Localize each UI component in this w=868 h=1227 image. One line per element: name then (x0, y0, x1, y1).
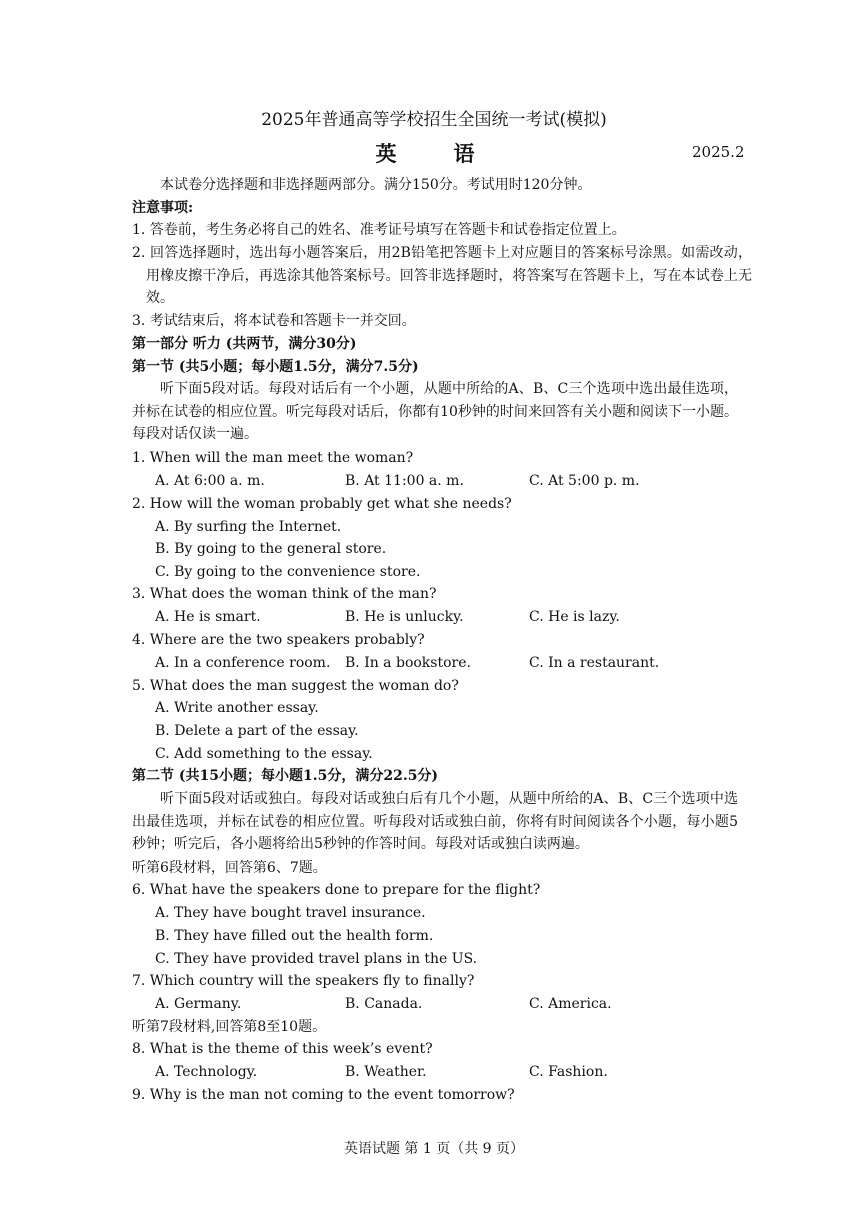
note-item-1: 1. 答卷前，考生务必将自己的姓名、准考证号填写在答题卡和试卷指定位置上。 (132, 222, 626, 238)
question-8-stem: 8. What is the theme of this week’s event? (132, 1041, 433, 1057)
notes-heading: 注意事项: (132, 200, 194, 216)
material-7-label: 听第7段材料,回答第8至10题。 (132, 1019, 327, 1035)
question-7-option-a: A. Germany. (155, 996, 242, 1012)
question-7-stem: 7. Which country will the speakers fly to finally? (132, 973, 475, 989)
part1-heading: 第一部分 听力 (共两节，满分30分) (132, 336, 357, 352)
page-footer: 英语试题 第 1 页（共 9 页） (343, 1141, 525, 1157)
section1-heading: 第一节 (共5小题；每小题1.5分，满分7.5分) (132, 359, 419, 375)
question-3-option-a: A. He is smart. (155, 609, 261, 625)
exam-date: 2025.2 (692, 143, 745, 161)
question-7-option-c: C. America. (529, 996, 612, 1012)
question-8-option-b: B. Weather. (345, 1064, 427, 1080)
question-3-option-c: C. He is lazy. (529, 609, 620, 625)
section2-heading: 第二节 (共15小题；每小题1.5分，满分22.5分) (132, 768, 439, 784)
question-6-option-a: A. They have bought travel insurance. (155, 905, 426, 921)
question-5-option-a: A. Write another essay. (155, 700, 319, 716)
question-1-option-a: A. At 6:00 a. m. (155, 473, 265, 489)
question-2-option-b: B. By going to the general store. (155, 541, 387, 557)
question-2-option-c: C. By going to the convenience store. (155, 564, 421, 580)
question-7-option-b: B. Canada. (345, 996, 423, 1012)
question-5-stem: 5. What does the man suggest the woman do? (132, 678, 459, 694)
question-2-option-a: A. By surfing the Internet. (155, 519, 342, 535)
material-6-label: 听第6段材料，回答第6、7题。 (132, 860, 327, 876)
section1-instructions: 听下面5段对话。每段对话后有一个小题，从题中所给的A、B、C三个选项中选出最佳选项，并标在试卷的相应位置。听完每段对话后，你都有10秒钟的时间来回答有关小题和阅读下一小题。每段对话仅读一遍。 (132, 381, 738, 442)
section2-instructions: 听下面5段对话或独白。每段对话或独白后有几个小题，从题中所给的A、B、C三个选项中选出最佳选项，并标在试卷的相应位置。听每段对话或独白前，你将有时间阅读各个小题，每小题5秒钟；听完后，各小题将给出5秒钟的作答时间。每段对话或独白读两遍。 (132, 791, 738, 852)
question-6-option-c: C. They have provided travel plans in the US. (155, 951, 478, 967)
question-2-stem: 2. How will the woman probably get what she needs? (132, 496, 512, 512)
question-4-option-c: C. In a restaurant. (529, 655, 660, 671)
question-6-stem: 6. What have the speakers done to prepare for the flight? (132, 882, 541, 898)
question-1-stem: 1. When will the man meet the woman? (132, 450, 414, 466)
question-3-option-b: B. He is unlucky. (345, 609, 464, 625)
question-4-stem: 4. Where are the two speakers probably? (132, 632, 425, 648)
question-1-option-c: C. At 5:00 p. m. (529, 473, 640, 489)
question-8-option-a: A. Technology. (155, 1064, 258, 1080)
question-4-option-b: B. In a bookstore. (345, 655, 471, 671)
exam-intro: 本试卷分选择题和非选择题两部分。满分150分。考试用时120分钟。 (160, 177, 592, 193)
subject-title: 英 语 (375, 141, 493, 166)
note-item-3: 3. 考试结束后，将本试卷和答题卡一并交回。 (132, 313, 416, 329)
note-item-2: 2. 回答选择题时，选出每小题答案后，用2B铅笔把答题卡上对应题目的答案标号涂黑。如需改动，用橡皮擦干净后，再选涂其他答案标号。回答非选择题时，将答案写在答题卡上，写在本试卷上无效。 (132, 245, 752, 306)
question-9-stem: 9. Why is the man not coming to the event tomorrow? (132, 1087, 515, 1103)
question-3-stem: 3. What does the woman think of the man? (132, 586, 437, 602)
exam-title: 2025年普通高等学校招生全国统一考试(模拟) (261, 110, 607, 130)
question-8-option-c: C. Fashion. (529, 1064, 608, 1080)
question-5-option-b: B. Delete a part of the essay. (155, 723, 359, 739)
question-4-option-a: A. In a conference room. (155, 655, 331, 671)
question-6-option-b: B. They have filled out the health form. (155, 928, 434, 944)
question-5-option-c: C. Add something to the essay. (155, 746, 373, 762)
question-1-option-b: B. At 11:00 a. m. (345, 473, 464, 489)
